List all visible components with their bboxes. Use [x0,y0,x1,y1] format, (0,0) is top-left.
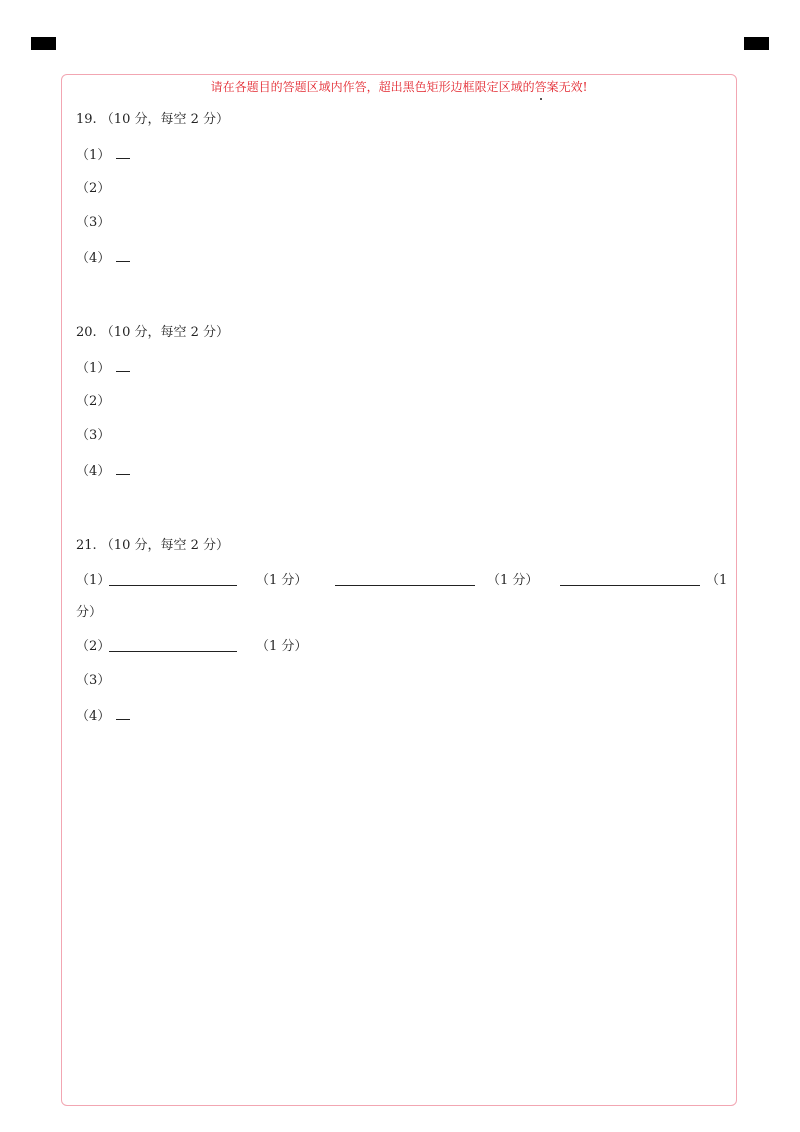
q19-part-3 [76,214,110,232]
q19-part-1-blank[interactable] [116,146,130,159]
q21-part-1-blank-c[interactable] [560,573,700,586]
q21-part-1-blank-b[interactable] [335,573,475,586]
alignment-marker-left [31,37,56,50]
q20-header: 20. （10 分，每空 2 分） [76,325,230,340]
q21-part-3-label: （3） [76,673,111,688]
q21-part-2-label: （2） [76,639,111,654]
q20-part-2-label: （2） [76,394,111,409]
q21-part-2-score: （1 分） [256,639,308,654]
q21-part-4-label: （4） [76,709,111,724]
q21-part-3 [76,672,110,690]
q21-part-1-score-a: （1 分） [256,573,308,588]
q20-part-1 [76,359,130,378]
q21-part-1-score-c-close: 分） [76,605,103,620]
q19-part-4-blank[interactable] [116,249,130,262]
answer-area-notice: 请在各题目的答题区域内作答，超出黑色矩形边框限定区域的答案无效! [210,80,588,94]
q21-header: 21. （10 分，每空 2 分） [76,538,230,553]
q21-part-1-blank-a[interactable] [109,573,237,586]
q20-part-1-label: （1） [76,361,111,376]
q20-part-4 [76,462,130,481]
answer-area-frame [61,74,737,1106]
q19-header: 19. （10 分，每空 2 分） [76,112,230,127]
q20-part-4-label: （4） [76,464,111,479]
q21-part-4 [76,707,130,726]
q19-part-1 [76,146,130,165]
q20-part-1-blank[interactable] [116,359,130,372]
q19-part-1-label: （1） [76,148,111,163]
q19-part-4-label: （4） [76,251,111,266]
q20-part-3-label: （3） [76,428,111,443]
q20-part-4-blank[interactable] [116,462,130,475]
q21-part-1-score-b: （1 分） [487,573,539,588]
q19-part-3-label: （3） [76,215,111,230]
q19-part-2 [76,180,110,198]
q20-part-3 [76,427,110,445]
alignment-marker-right [744,37,769,50]
q21-part-2-blank[interactable] [109,639,237,652]
q21-part-4-blank[interactable] [116,707,130,720]
stray-dot [540,98,542,100]
q21-part-1-label: （1） [76,573,111,588]
q20-part-2 [76,393,110,411]
q19-part-2-label: （2） [76,181,111,196]
q21-part-1-score-c-open: （1 [706,573,728,588]
q19-part-4 [76,249,130,268]
